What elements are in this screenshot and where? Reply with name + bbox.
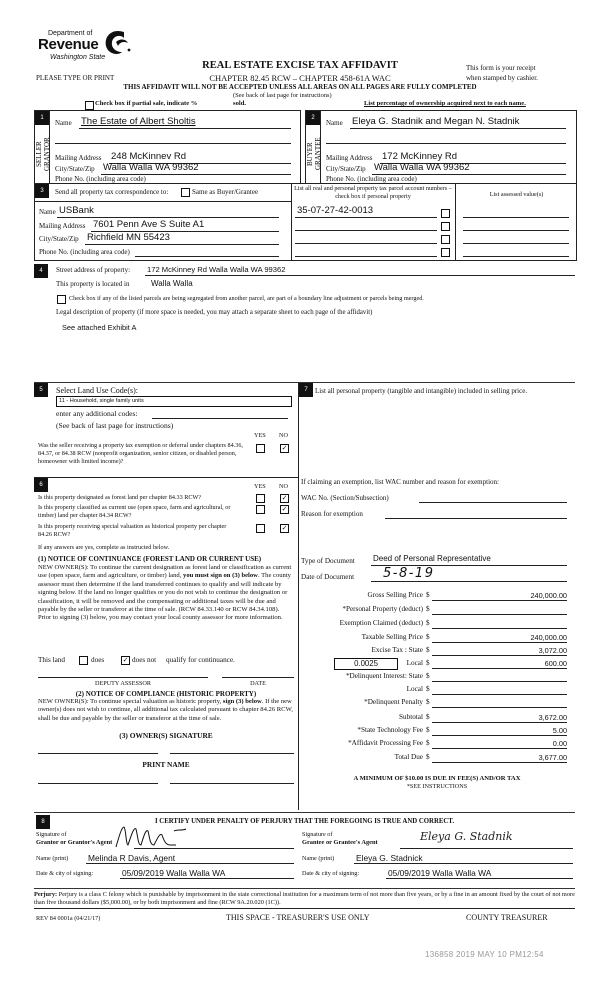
assessor-date-label: DATE <box>250 680 266 687</box>
local-rate-field[interactable]: 0.0025 <box>334 658 398 670</box>
section-8-signatures <box>34 813 575 885</box>
section-number-badge: 2 <box>306 111 320 125</box>
currency-symbol: $ <box>426 685 430 693</box>
amount-row <box>299 739 567 750</box>
grantor-signature-label-1: Signature of <box>36 831 67 838</box>
forest-land-no-checkbox[interactable]: ✓ <box>281 494 288 502</box>
amount-label: Taxable Selling Price <box>361 633 423 641</box>
parcel-header: List all real and personal property tax parcel account numbers – check box if personal property <box>294 185 452 200</box>
owner-signature-label: (3) OWNER(S) SIGNATURE <box>119 731 213 740</box>
partial-sale-checkbox[interactable] <box>85 101 94 110</box>
segregated-parcel-checkbox[interactable] <box>57 295 66 304</box>
segregated-parcel-label: Check box if any of the listed parcels are being segregated from another parcel, are part of a boundary line adjustment or parcels being merged. <box>69 295 424 302</box>
amount-label: Excise Tax : State <box>371 646 423 654</box>
deputy-assessor-signature-line[interactable] <box>38 677 208 678</box>
no-header: NO <box>279 432 288 439</box>
certify-statement: I CERTIFY UNDER PENALTY OF PERJURY THAT THE FOREGOING IS TRUE AND CORRECT. <box>154 818 455 825</box>
same-as-buyer-label: Same as Buyer/Grantee <box>192 188 259 196</box>
yes-header: YES <box>254 483 266 490</box>
form-number: REV 84 0001a (04/21/17) <box>36 915 101 922</box>
yes-header: YES <box>254 432 266 439</box>
correspondence-name-field[interactable]: USBank <box>59 205 94 216</box>
assessed-value-header: List assessed value(s) <box>489 191 544 198</box>
land-use-label: Select Land Use Code(s): <box>56 386 138 395</box>
correspondence-mailing-label: Mailing Address <box>39 222 86 230</box>
print-name-label: PRINT NAME <box>142 760 190 769</box>
amount-value[interactable]: 600.00 <box>544 659 567 668</box>
section-number-badge: 8 <box>36 815 50 829</box>
receipt-note-2: when stamped by cashier. <box>466 74 538 82</box>
grantor-date-field[interactable]: 05/09/2019 Walla Walla WA <box>122 868 226 878</box>
amount-value[interactable]: 3,072.00 <box>538 646 567 655</box>
personal-property-checkbox[interactable] <box>441 209 450 218</box>
document-date-field[interactable]: 5-8-19 <box>383 566 435 581</box>
amount-row <box>299 605 567 616</box>
qualify-label: qualify for continuance. <box>166 656 235 664</box>
amount-value[interactable]: 3,677.00 <box>538 753 567 762</box>
wac-number-label: WAC No. (Section/Subsection) <box>301 494 389 502</box>
amount-row <box>299 646 567 657</box>
land-does-not-label: does not <box>132 656 157 664</box>
currency-symbol: $ <box>426 739 430 747</box>
buyer-name-label: Name <box>326 119 343 127</box>
grantor-signature-label-2: Grantor or Grantor's Agent <box>36 839 113 846</box>
amount-label: *Delinquent Interest: State <box>345 672 423 680</box>
assessor-date-line[interactable] <box>222 677 294 678</box>
currency-symbol: $ <box>426 672 430 680</box>
partial-sale-sold: sold. <box>233 100 247 107</box>
section-2-buyer <box>305 110 577 184</box>
grantee-date-label: Date & city of signing: <box>302 870 360 877</box>
located-in-label: This property is located in <box>56 280 130 288</box>
section-5-land-use <box>34 383 298 478</box>
exemption-reason-field[interactable] <box>385 518 567 519</box>
historic-no-checkbox[interactable]: ✓ <box>281 524 288 532</box>
seller-mailing-label: Mailing Address <box>55 154 102 162</box>
grantee-signature-field[interactable]: Eleya G. Stadnik <box>420 830 513 843</box>
seller-name-field[interactable]: The Estate of Albert Sholtis <box>81 116 196 127</box>
same-as-buyer-checkbox[interactable] <box>181 188 190 197</box>
grantor-name-field[interactable]: Melinda R Davis, Agent <box>88 853 176 863</box>
document-date-label: Date of Document <box>301 573 355 581</box>
currency-symbol: $ <box>426 753 430 761</box>
print-name-line-2[interactable] <box>170 783 294 784</box>
exemption-question: Was the seller receiving a property tax exemption or deferral under chapters 84.36, 84.37, or 84.38 RCW (nonprofit organization, senior citizen, or disabled person, homeowner with limited income)? <box>38 442 243 465</box>
notice-2-text: NEW OWNER(S): To continue special valuation as historic property, sign (3) below. If the new owner(s) does not wish to continue, all additional tax calculated pursuant to chapter 84.26 RCW, shall be due and payable by the seller or transferor at the time of sale. <box>38 698 293 722</box>
dor-swirl-logo-icon <box>102 28 132 58</box>
grantee-signature-label-1: Signature of <box>302 831 333 838</box>
land-does-checkbox[interactable] <box>79 656 88 665</box>
seller-mailing-field[interactable]: 248 McKinnev Rd <box>111 151 186 162</box>
personal-property-checkbox[interactable] <box>441 235 450 244</box>
located-in-field[interactable]: Walla Walla <box>151 279 193 288</box>
owner-signature-line-2[interactable] <box>170 753 294 754</box>
treasurer-stamp: 136858 2019 MAY 10 PM12:54 <box>425 950 544 959</box>
amount-value[interactable]: 0.00 <box>552 739 567 748</box>
exemption-reason-label: Reason for exemption <box>301 510 363 518</box>
current-use-yes-checkbox[interactable] <box>256 505 265 514</box>
grantee-date-field[interactable]: 05/09/2019 Walla Walla WA <box>388 868 492 878</box>
buyer-city-field[interactable]: Walla Walla WA 99362 <box>374 162 470 173</box>
amount-label: *Personal Property (deduct) <box>342 605 423 613</box>
amount-label: Exemption Claimed (deduct) <box>339 619 423 627</box>
notice-1-title: (1) NOTICE OF CONTINUANCE (FOREST LAND OR CURRENT USE) <box>38 555 262 563</box>
section-6-designation <box>34 478 298 808</box>
form-subtitle: CHAPTER 82.45 RCW – CHAPTER 458-61A WAC <box>209 73 391 83</box>
document-type-label: Type of Document <box>301 557 355 565</box>
grantee-name-label: Name (print) <box>302 855 335 862</box>
exemption-yes-checkbox[interactable] <box>256 444 265 453</box>
grantee-name-field[interactable]: Eleya G. Stadnick <box>356 853 423 863</box>
personal-property-label: List all personal property (tangible and intangible) included in selling price. <box>315 387 528 395</box>
street-address-field[interactable]: 172 McKinney Rd Walla Walla WA 99362 <box>147 265 286 274</box>
section-4-property <box>34 262 575 342</box>
amount-label: Total Due <box>394 753 423 761</box>
land-does-not-checkbox[interactable]: ✓ <box>122 656 129 664</box>
seller-name-label: Name <box>55 119 72 127</box>
see-instructions-note: *SEE INSTRUCTIONS <box>406 783 468 790</box>
historic-question: Is this property receiving special valuation as historical property per chapter 84.26 RCW? <box>38 523 227 538</box>
section-number-badge: 7 <box>299 383 313 397</box>
owner-signature-line-1[interactable] <box>38 753 158 754</box>
wac-number-field[interactable] <box>419 502 567 503</box>
section-1-seller <box>34 110 301 184</box>
grantor-signature-field[interactable] <box>114 823 214 849</box>
legal-description-field[interactable]: See attached Exhibit A <box>62 323 137 332</box>
acceptance-warning: THIS AFFIDAVIT WILL NOT BE ACCEPTED UNLESS ALL AREAS ON ALL PAGES ARE FULLY COMPLETED <box>123 83 477 91</box>
buyer-mailing-field[interactable]: 172 McKinney Rd <box>382 151 457 162</box>
amount-label: Subtotal <box>399 713 423 721</box>
current-use-question: Is this property classified as current use (open space, farm and agricultural, or timber) land per chapter 84.34 RCW? <box>38 504 231 519</box>
amount-row <box>299 753 567 764</box>
personal-property-checkbox[interactable] <box>441 248 450 257</box>
currency-symbol: $ <box>426 619 430 627</box>
notice-2-title: (2) NOTICE OF COMPLIANCE (HISTORIC PROPERTY) <box>75 690 257 698</box>
section-number-badge: 1 <box>35 111 49 125</box>
deputy-assessor-label: DEPUTY ASSESSOR <box>95 680 151 687</box>
seller-side-label: SELLER GRANTOR <box>35 137 51 171</box>
personal-property-checkbox[interactable] <box>441 222 450 231</box>
amount-value[interactable]: 240,000.00 <box>530 633 567 642</box>
amount-row <box>299 685 567 696</box>
amount-row <box>299 698 567 709</box>
amount-row <box>299 619 567 630</box>
currency-symbol: $ <box>426 633 430 641</box>
logo-line-3: Washington State <box>50 54 106 61</box>
print-name-line-1[interactable] <box>38 783 158 784</box>
grantor-date-label: Date & city of signing: <box>36 870 94 877</box>
form-title: REAL ESTATE EXCISE TAX AFFIDAVIT <box>202 60 398 71</box>
amount-label: Gross Selling Price <box>367 591 423 599</box>
parcel-number-field[interactable]: 35-07-27-42-0013 <box>297 205 374 216</box>
document-type-field[interactable]: Deed of Personal Representative <box>373 554 491 563</box>
currency-symbol: $ <box>426 605 430 613</box>
partial-sale-label: Check box if partial sale, indicate % <box>95 100 198 107</box>
legal-description-label: Legal description of property (if more space is needed, you may attach a separate sheet to each page of the affidavit) <box>56 309 373 316</box>
currency-symbol: $ <box>426 698 430 706</box>
amount-row <box>299 591 567 602</box>
forest-land-yes-checkbox[interactable] <box>256 494 265 503</box>
section-number-badge: 5 <box>34 383 48 397</box>
section-number-badge: 3 <box>35 184 49 198</box>
buyer-side-label: BUYER GRANTEE <box>306 137 322 171</box>
section-number-badge: 4 <box>34 264 48 278</box>
currency-symbol: $ <box>426 726 430 734</box>
amount-label: *State Technology Fee <box>357 726 423 734</box>
buyer-mailing-label: Mailing Address <box>326 154 373 162</box>
grantee-signature-label-2: Grantee or Grantee's Agent <box>302 839 378 846</box>
correspondence-city-label: City/State/Zip <box>39 235 79 243</box>
historic-yes-checkbox[interactable] <box>256 524 265 533</box>
correspondence-mailing-field[interactable]: 7601 Penn Ave S Suite A1 <box>93 219 205 230</box>
street-address-label: Street address of property: <box>56 266 131 274</box>
if-yes-note: If any answers are yes, complete as instructed below. <box>38 544 170 551</box>
notice-1-text: NEW OWNER(S): To continue the current designation as forest land or classification as current use (open space, farm and agriculture, or timber) land, you must sign on (3) below. The county assessor must then determine if the land transferred continues to qualify and will indicate by signing below. If the land no longer qualifies or you do not wish to continue the designation or classification, it will be removed and the compensating or additional taxes will be due and payable by the seller or transferor at the time of sale. (RCW 84.33.140 or RCW 84.34.108). Prior to signing (3) below, you may contact your local county assessor for more information. <box>38 564 292 622</box>
ownership-note: List percentage of ownership acquired next to each name. <box>364 100 526 107</box>
amount-row <box>299 659 567 670</box>
minimum-due-note: A MINIMUM OF $10.00 IS DUE IN FEE(S) AND/OR TAX <box>353 775 521 782</box>
no-header: NO <box>279 483 288 490</box>
correspondence-label: Send all property tax correspondence to: <box>55 188 169 196</box>
this-land-label: This land <box>38 656 65 664</box>
amount-label: *Affidavit Processing Fee <box>348 739 423 747</box>
buyer-name-field[interactable]: Eleya G. Stadnik and Megan N. Stadnik <box>352 116 520 127</box>
please-type-note: PLEASE TYPE OR PRINT <box>36 74 115 82</box>
amount-value[interactable]: 3,672.00 <box>538 713 567 722</box>
amounts-table <box>299 587 575 787</box>
amount-label: Local <box>406 685 423 693</box>
correspondence-name-label: Name <box>39 208 56 216</box>
county-treasurer-label: COUNTY TREASURER <box>466 913 548 922</box>
land-use-see-back: (See back of last page for instructions) <box>56 421 174 430</box>
exemption-no-checkbox[interactable]: ✓ <box>281 444 288 452</box>
section-number-badge: 6 <box>34 478 48 492</box>
correspondence-city-field[interactable]: Richfield MN 55423 <box>87 232 170 243</box>
section-3-correspondence <box>34 183 577 261</box>
currency-symbol: $ <box>426 591 430 599</box>
perjury-notice: Perjury: Perjury is a class C felony which is punishable by imprisonment in the state correctional institution for a maximum term of not more than five years, or by a fine in an amount fixed by the court of not more than five thousand dollars ($5,000.00), or by both imprisonment and fine (RCW 9A.20.020 (1C)). <box>34 891 575 906</box>
treasurer-use-label: THIS SPACE - TREASURER'S USE ONLY <box>226 913 370 922</box>
amount-value[interactable]: 5.00 <box>552 726 567 735</box>
buyer-phone-label: Phone No. (including area code) <box>326 175 417 183</box>
currency-symbol: $ <box>426 646 430 654</box>
seller-phone-label: Phone No. (including area code) <box>55 175 146 183</box>
currency-symbol: $ <box>426 659 430 667</box>
amount-row <box>299 713 567 724</box>
section-7-tax-computation <box>299 383 575 808</box>
land-does-label: does <box>91 656 105 664</box>
amount-row <box>299 633 567 644</box>
exemption-header: If claiming an exemption, list WAC number and reason for exemption: <box>301 478 499 486</box>
forest-land-question: Is this property designated as forest land per chapter 84.33 RCW? <box>38 494 202 501</box>
additional-codes-label: enter any additional codes: <box>56 409 138 418</box>
seller-city-field[interactable]: Walla Walla WA 99362 <box>103 162 199 173</box>
grantor-name-label: Name (print) <box>36 855 69 862</box>
logo-line-1: Department of <box>48 30 93 37</box>
seller-city-label: City/State/Zip <box>55 165 95 173</box>
logo-line-2: Revenue <box>38 36 99 53</box>
land-use-select[interactable]: 11 - Household, single family units <box>56 396 292 407</box>
amount-value[interactable]: 240,000.00 <box>530 591 567 600</box>
amount-label: *Delinquent Penalty <box>364 698 423 706</box>
buyer-city-label: City/State/Zip <box>326 165 366 173</box>
currency-symbol: $ <box>426 713 430 721</box>
amount-label: Local <box>406 659 423 667</box>
amount-row <box>299 726 567 737</box>
correspondence-phone-label: Phone No. (including area code) <box>39 248 130 256</box>
amount-row <box>299 672 567 683</box>
see-back-note: (See back of last page for instructions) <box>233 92 332 99</box>
current-use-no-checkbox[interactable]: ✓ <box>281 505 288 513</box>
receipt-note-1: This form is your receipt <box>466 64 536 72</box>
